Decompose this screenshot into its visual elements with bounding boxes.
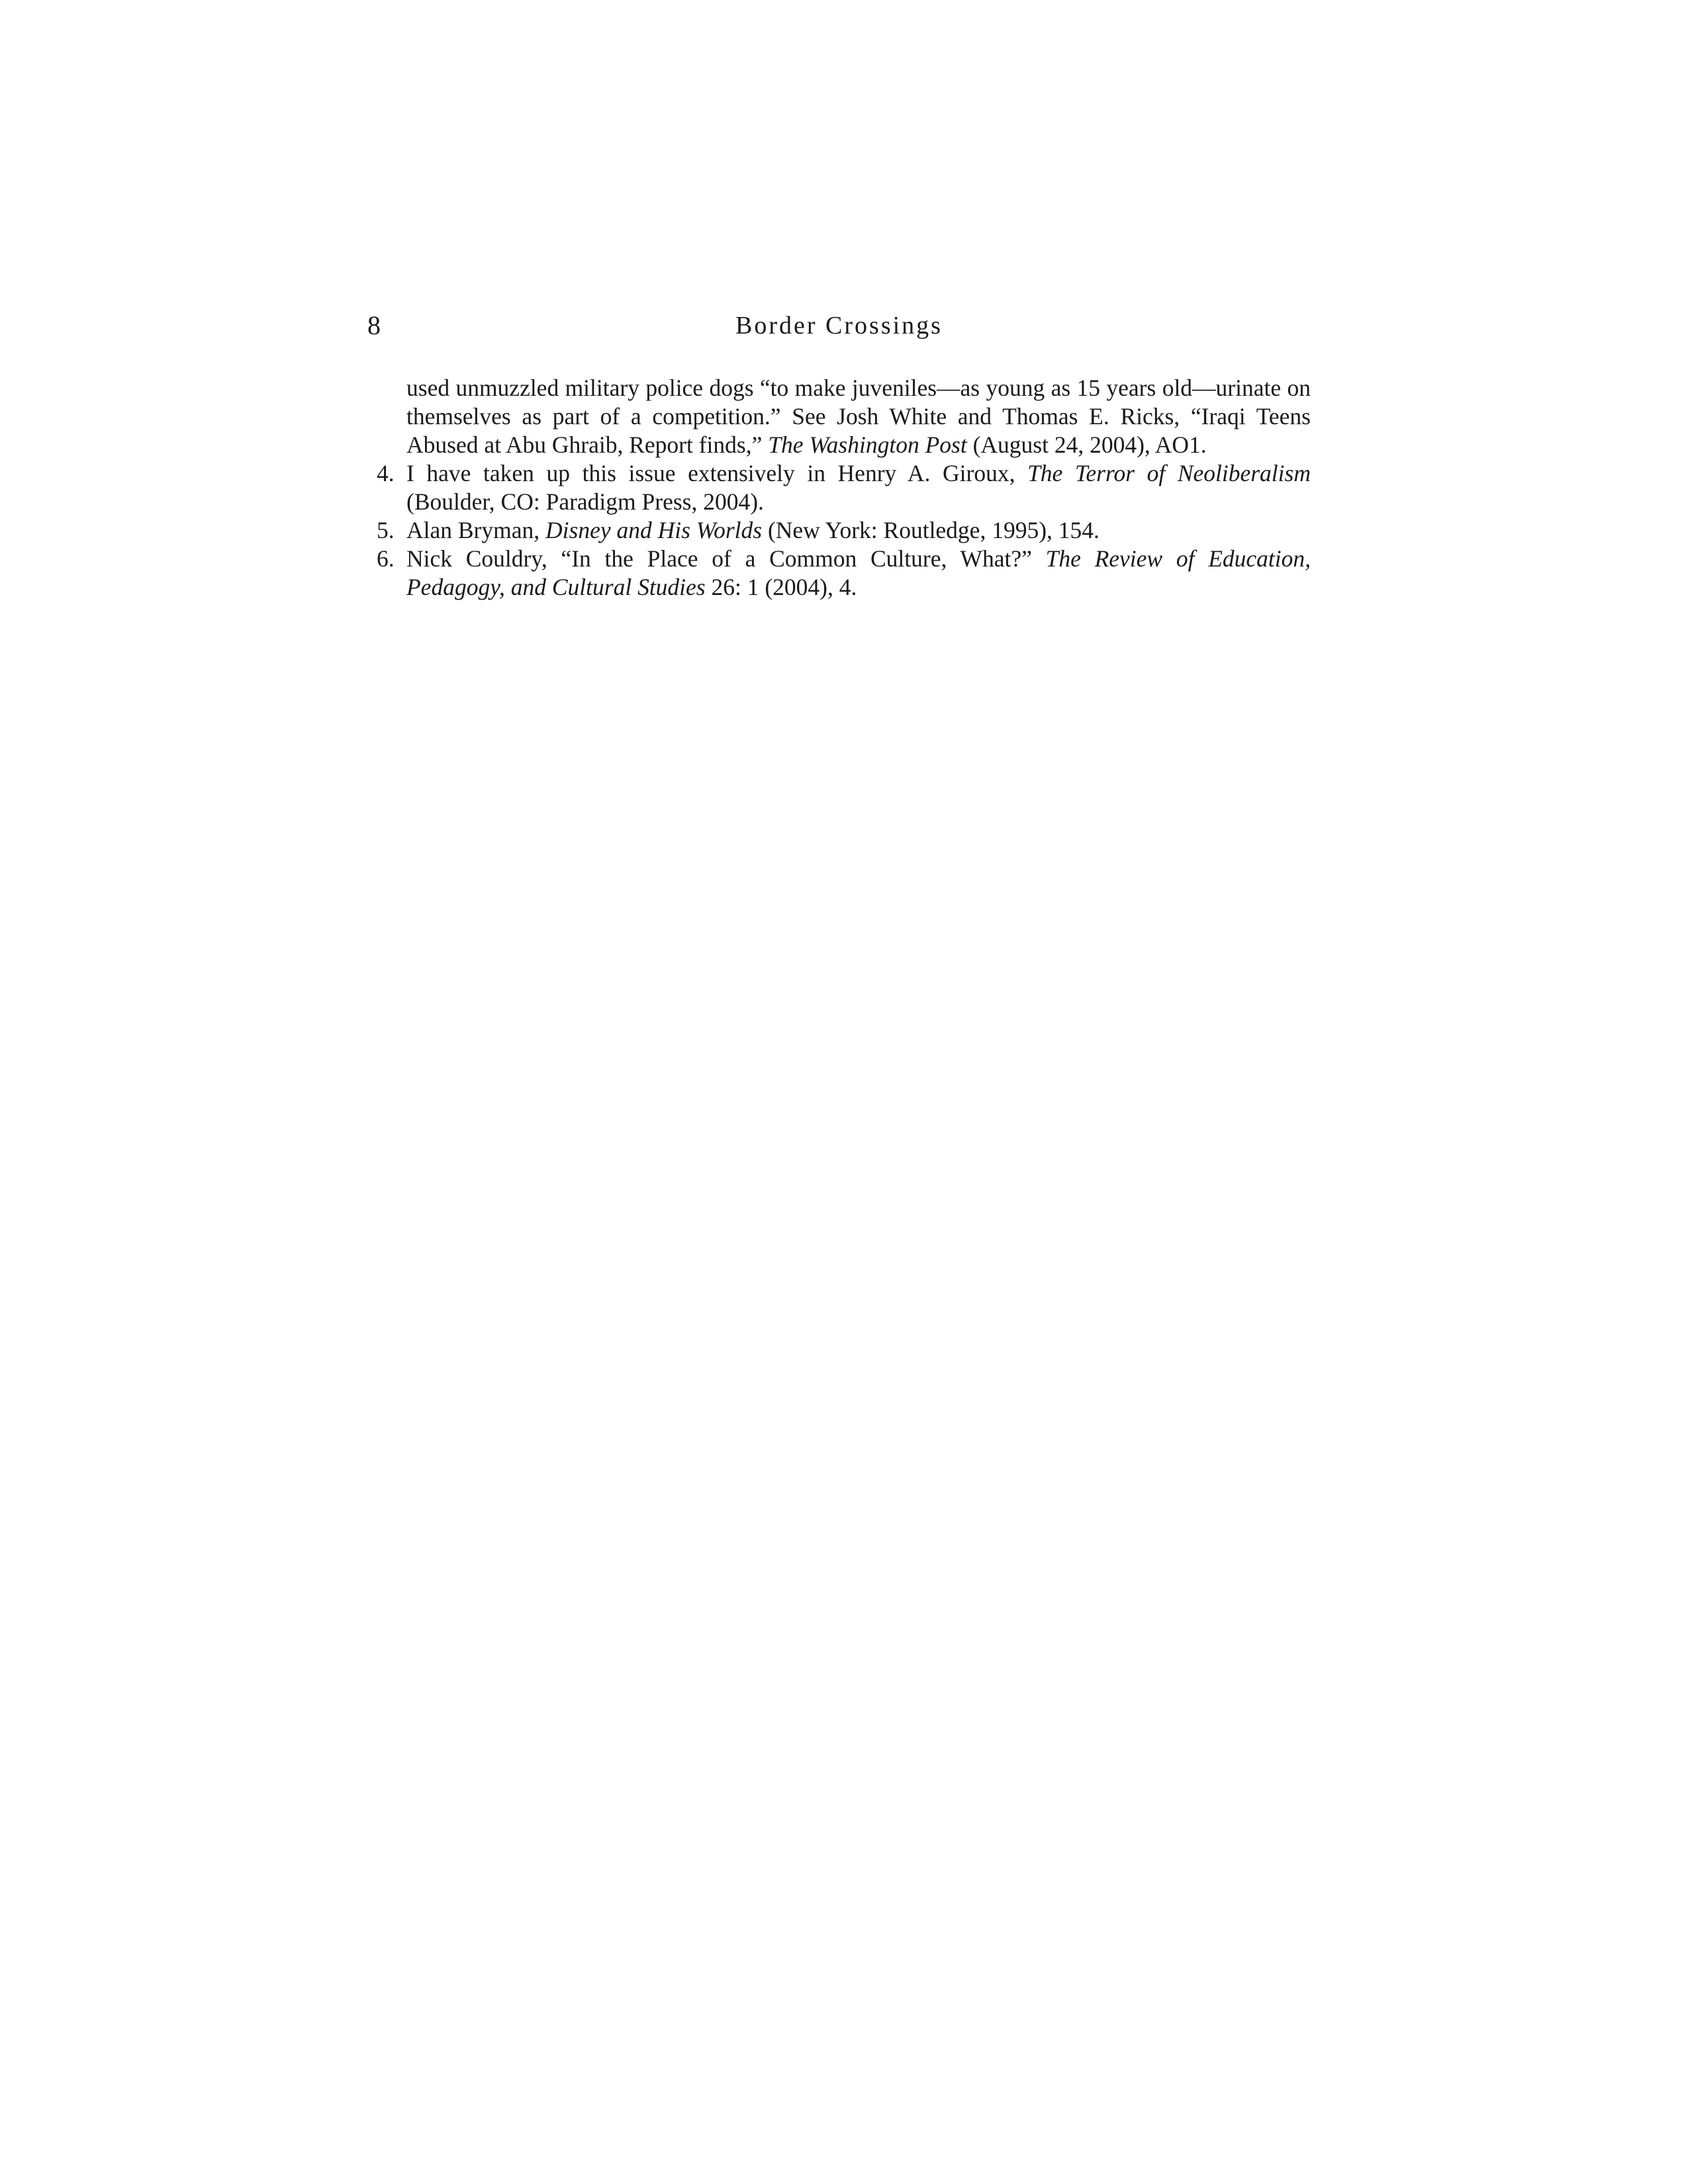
endnote-text: (Boulder, CO: Paradigm Press, 2004). [406, 488, 764, 515]
endnote-6 [367, 545, 1311, 602]
endnote-number: 5. [377, 517, 395, 543]
running-head [367, 306, 1311, 345]
endnote-4 [367, 459, 1311, 516]
endnote-text: Alan Bryman, [406, 517, 546, 543]
endnote-text: used unmuzzled military police dogs “to make juveniles—as young as 15 years old—urinate on themselves as part of a competition.” See Josh White and Thomas E. Ricks, “Iraqi Teens Abused at Abu Ghraib, Report finds,” [406, 375, 1311, 458]
endnote-number: 4. [377, 460, 395, 486]
endnote-text: Nick Couldry, “In the Place of a Common Culture, What?” [406, 545, 1046, 572]
page-number: 8 [367, 310, 381, 340]
endnote-text: (New York: Routledge, 1995), 154. [762, 517, 1100, 543]
endnote-text: 26: 1 (2004), 4. [705, 574, 857, 600]
running-title: Border Crossings [735, 312, 943, 340]
endnote-text: (August 24, 2004), AO1. [966, 432, 1207, 458]
endnote-5 [367, 516, 1311, 545]
endnote-italic-title: The Terror of Neoliberalism [1027, 460, 1311, 486]
endnote-italic-title: The Review of Education, Pedagogy, and Cultural Studies [406, 545, 1311, 600]
endnotes-list [367, 374, 1311, 602]
endnote-italic-title: The Washington Post [768, 432, 967, 458]
endnote-text: I have taken up this issue extensively in Henry A. Giroux, [406, 460, 1028, 486]
endnote-italic-title: Disney and His Worlds [545, 517, 763, 543]
endnote-number: 6. [377, 545, 395, 572]
endnote-3-continued [367, 374, 1311, 459]
